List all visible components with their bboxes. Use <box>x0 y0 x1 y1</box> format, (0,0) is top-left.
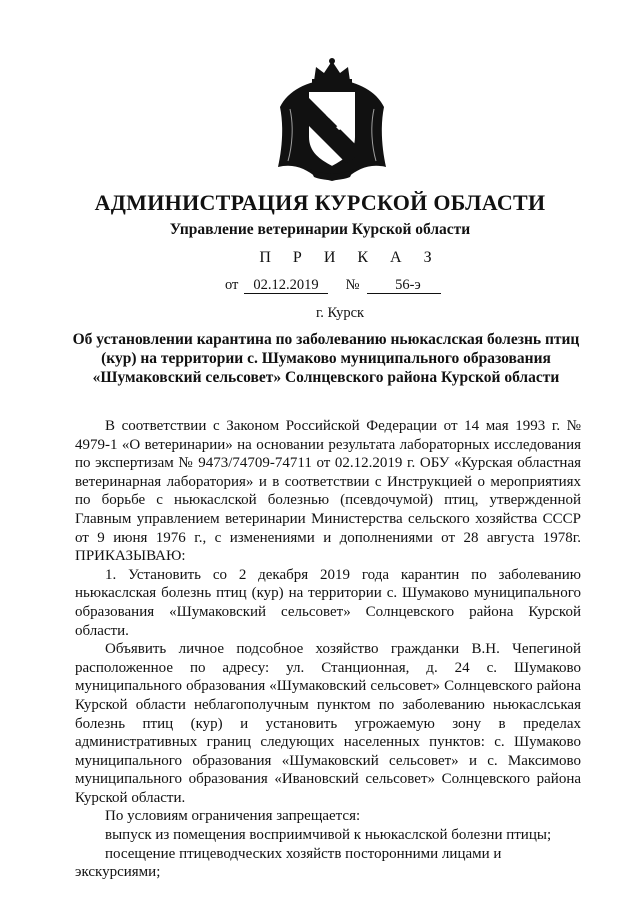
coat-of-arms-emblem <box>276 57 388 184</box>
date-prefix: от <box>225 277 239 293</box>
order-date: 02.12.2019 <box>244 278 328 294</box>
number-prefix: № <box>345 277 360 293</box>
organization-title: АДМИНИСТРАЦИЯ КУРСКОЙ ОБЛАСТИ <box>94 190 546 215</box>
order-number: 56-э <box>367 278 441 294</box>
department-title: Управление ветеринарии Курской области <box>169 221 471 238</box>
restrictions-heading: По условиям ограничения запрещается: <box>105 808 361 825</box>
restriction-item: выпуск из помещения восприимчивой к ньюкаслской болезни птицы; <box>105 827 552 844</box>
document-type: П Р И К А З <box>259 249 441 266</box>
preamble-paragraph: В соответствии с Законом Российской Федерации от 14 мая 1993 г. № 4979-1 «О ветеринарии» на основании результата лабораторных исследования по экспертизам № 9473/74709-74711 от 02.12.2019 г. ОБУ «Курская областная ветеринарная лаборатория» и в соответствии с Инструкцией о мероприятиях по борьбе с ньюкаслской болезнью (псевдочумой) птиц, утвержденной Главным управлением ветеринарии Министерства сельского хозяйства СССР от 9 июня 1976 г., с изменениями и дополнениями от 28 августа 1978г. ПРИКАЗЫВАЮ: <box>75 418 581 565</box>
order-date-number-line <box>225 277 441 294</box>
declaration-paragraph: Объявить личное подсобное хозяйство гражданки В.Н. Чепегиной расположенное по адресу: ул. Станционная, д. 24 с. Шумаково муниципального образования «Шумаковский сельсовет» Солнцевского района Курской области неблагополучным пунктом по заболеванию ньюкаслськая болезнь птиц (кур) и установить угрожаемую зону в пределах административных границ следующих населенных пунктов: с. Шумаково муниципального образования «Шумаковский сельсовет» и с. Максимово муниципального образования «Ивановский сельсовет» Солнцевского района Курской области. <box>75 641 581 806</box>
restriction-item: посещение птицеводческих хозяйств посторонними лицами и экскурсиями; <box>75 845 502 881</box>
order-body <box>75 417 581 882</box>
city-label: г. Курск <box>315 305 365 321</box>
order-title: Об установлении карантина по заболеванию ньюкаслская болезнь птиц (кур) на территории с. Шумаково муниципального образования «Шумаковский сельсовет» Солнцевского района Курской области <box>72 331 580 386</box>
clause-1-paragraph: 1. Установить со 2 декабря 2019 года карантин по заболеванию ньюкаслская болезнь птиц (кур) на территории с. Шумаково муниципального образования «Шумаковский сельсовет» Солнцевского района Курской области. <box>75 566 581 639</box>
